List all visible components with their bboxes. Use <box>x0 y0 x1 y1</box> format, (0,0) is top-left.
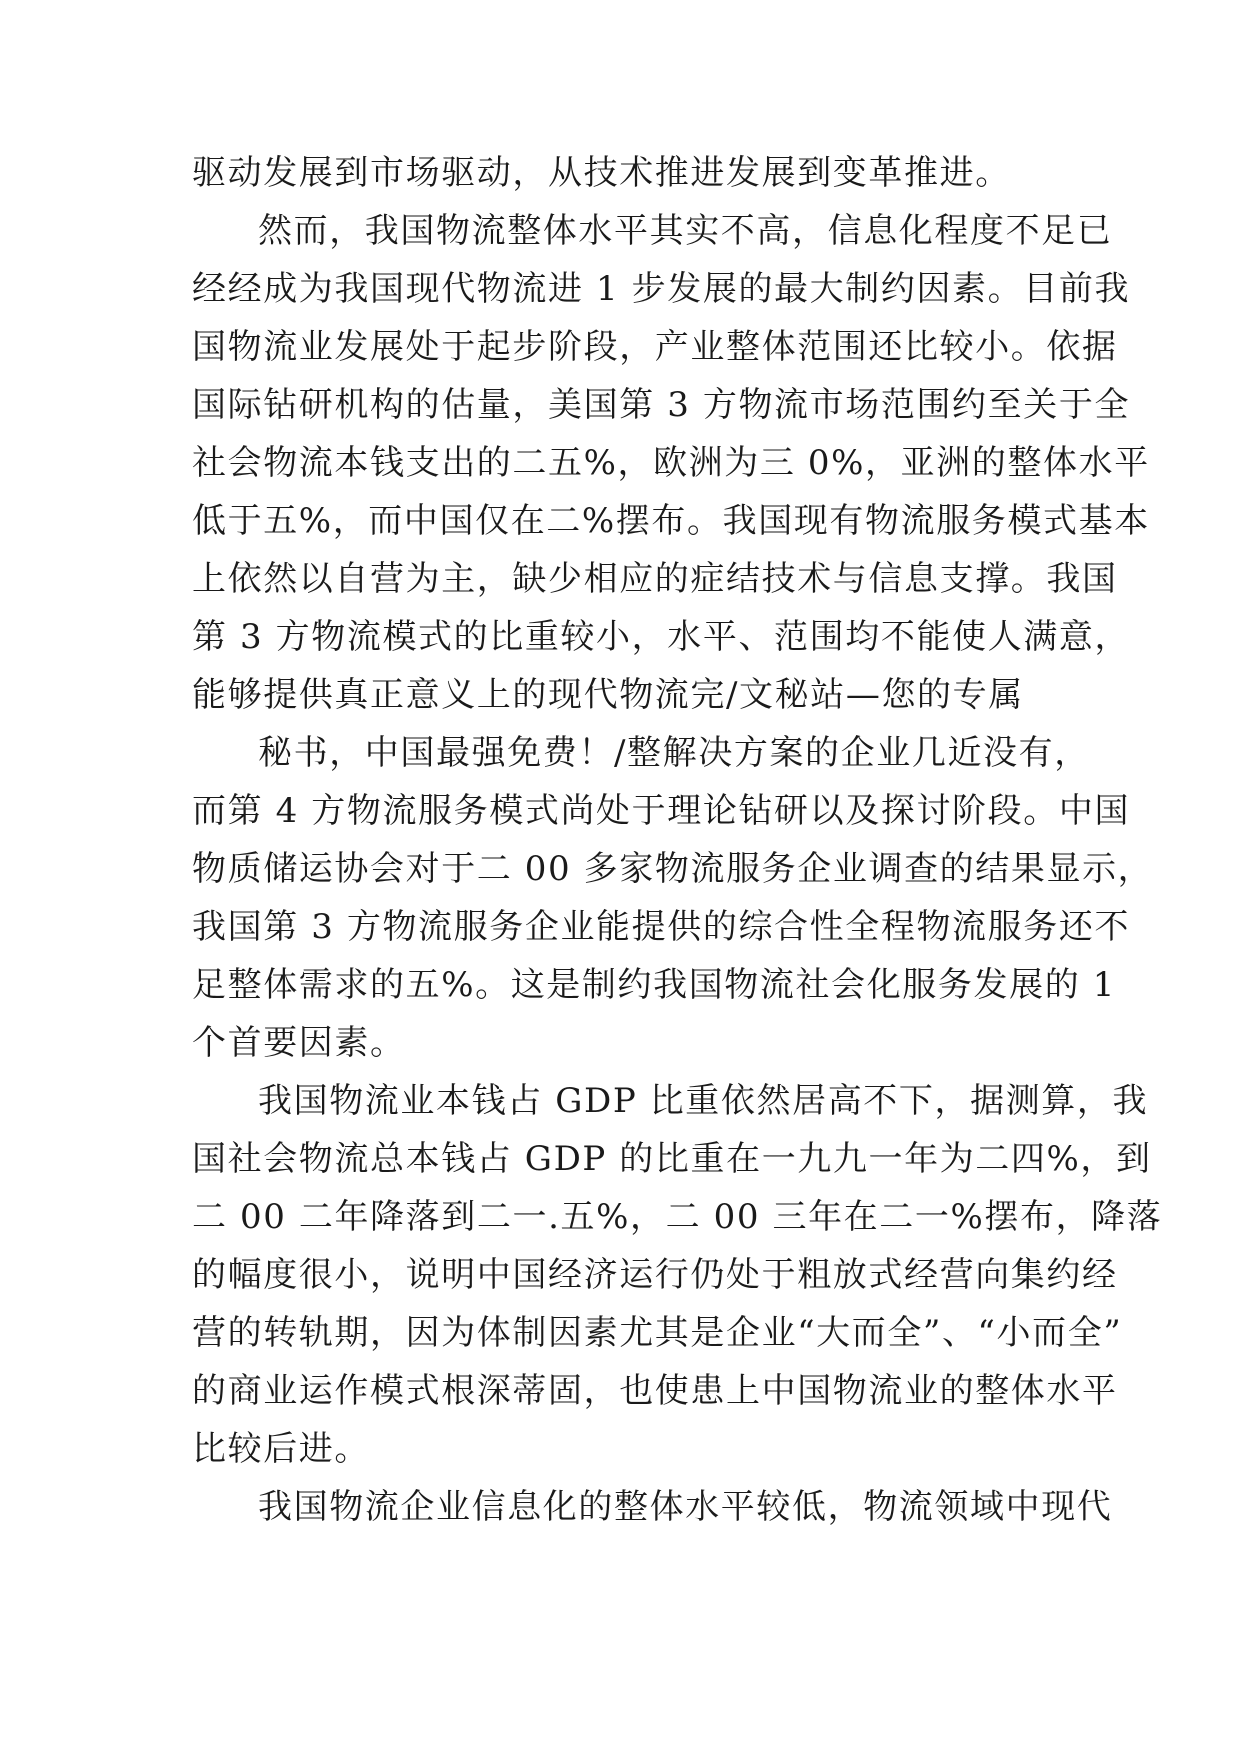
text-line: 营的转轨期，因为体制因素尤其是企业“大而全”、“小而全” <box>192 1313 1123 1353</box>
paragraph-start-line: 我国物流业本钱占 GDP 比重依然居高不下，据测算，我 <box>258 1081 1149 1121</box>
text-line: 国物流业发展处于起步阶段，产业整体范围还比较小。依据 <box>192 327 1118 367</box>
text-line: 上依然以自营为主，缺少相应的症结技术与信息支撑。我国 <box>192 559 1118 599</box>
text-line: 比较后进。 <box>192 1429 370 1469</box>
paragraph-start-line: 我国物流企业信息化的整体水平较低，物流领域中现代 <box>258 1487 1113 1527</box>
text-line: 的幅度很小，说明中国经济运行仍处于粗放式经营向集约经 <box>192 1255 1118 1295</box>
text-line: 的商业运作模式根深蒂固，也使患上中国物流业的整体水平 <box>192 1371 1118 1411</box>
text-line: 经经成为我国现代物流进 1 步发展的最大制约因素。目前我 <box>192 269 1131 309</box>
text-line: 二 00 二年降落到二一.五%，二 00 三年在二一%摆布，降落 <box>192 1197 1163 1237</box>
text-line: 第 3 方物流模式的比重较小，水平、范围均不能使人满意， <box>192 617 1131 657</box>
text-line: 足整体需求的五%。这是制约我国物流社会化服务发展的 1 <box>192 965 1116 1005</box>
text-line: 能够提供真正意义上的现代物流完/文秘站—您的专属 <box>192 675 1024 715</box>
text-line: 低于五%，而中国仅在二%摆布。我国现有物流服务模式基本 <box>192 501 1150 541</box>
paragraph-start-line: 然而，我国物流整体水平其实不高，信息化程度不足已 <box>258 211 1113 251</box>
text-line: 国社会物流总本钱占 GDP 的比重在一九九一年为二四%，到 <box>192 1139 1152 1179</box>
text-line: 驱动发展到市场驱动，从技术推进发展到变革推进。 <box>192 153 1011 193</box>
text-line: 个首要因素。 <box>192 1023 406 1063</box>
text-line: 国际钻研机构的估量，美国第 3 方物流市场范围约至关于全 <box>192 385 1131 425</box>
text-line: 我国第 3 方物流服务企业能提供的综合性全程物流服务还不 <box>192 907 1131 947</box>
text-line: 而第 4 方物流服务模式尚处于理论钻研以及探讨阶段。中国 <box>192 791 1131 831</box>
paragraph-start-line: 秘书，中国最强免费！/整解决方案的企业几近没有， <box>258 733 1090 773</box>
text-line: 社会物流本钱支出的二五%，欧洲为三 0%，亚洲的整体水平 <box>192 443 1150 483</box>
text-line: 物质储运协会对于二 00 多家物流服务企业调查的结果显示， <box>192 849 1154 889</box>
